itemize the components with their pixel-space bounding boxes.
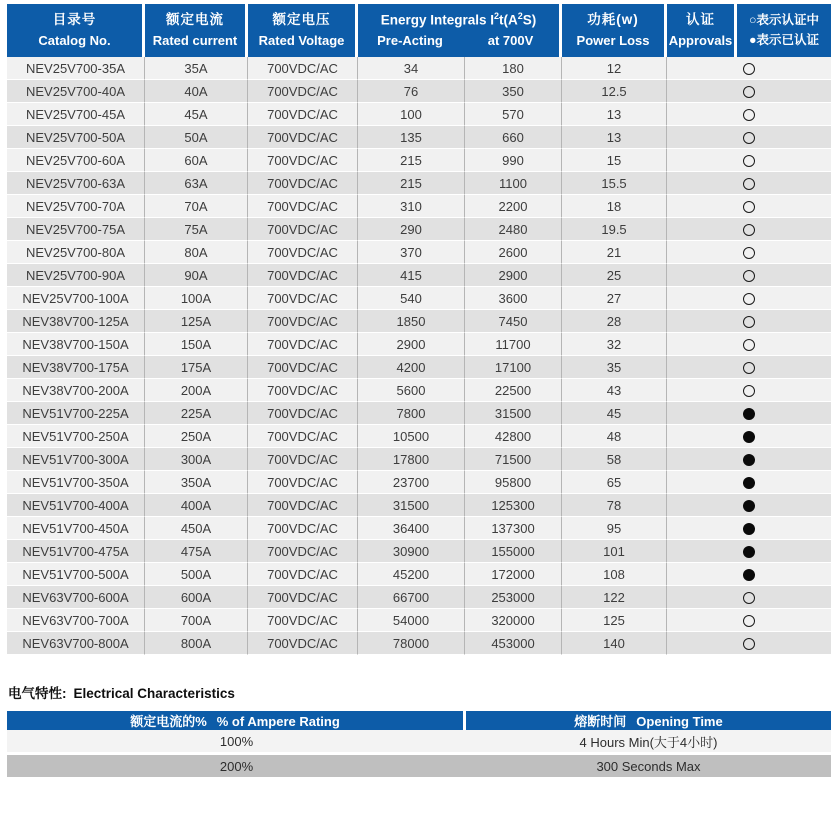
cell-voltage: 700VDC/AC <box>248 609 358 632</box>
cell-current: 450A <box>145 517 248 540</box>
cell-voltage: 700VDC/AC <box>248 563 358 586</box>
cell-approval-status <box>667 471 831 494</box>
table-row <box>7 149 831 172</box>
cell-approval-status <box>667 195 831 218</box>
cell-pre-acting: 78000 <box>358 632 465 655</box>
cell-voltage: 700VDC/AC <box>248 425 358 448</box>
table-row <box>7 563 831 586</box>
cell-voltage: 700VDC/AC <box>248 172 358 195</box>
cell-catalog: NEV38V700-150A <box>7 333 145 356</box>
cell-at-700v: 22500 <box>465 379 562 402</box>
cell-approval-status <box>667 586 831 609</box>
approval-certified-dot-icon <box>743 408 755 420</box>
cell-current: 500A <box>145 563 248 586</box>
cell-pre-acting: 45200 <box>358 563 465 586</box>
cell-voltage: 700VDC/AC <box>248 241 358 264</box>
table-row <box>7 586 831 609</box>
table-row <box>7 356 831 379</box>
cell-catalog: NEV63V700-700A <box>7 609 145 632</box>
cell-at-700v: 660 <box>465 126 562 149</box>
main-table-body <box>7 57 831 655</box>
cell-power-loss: 125 <box>562 609 667 632</box>
elec-title-cn: 电气特性: <box>8 686 67 701</box>
header-row <box>7 4 831 57</box>
cell-voltage: 700VDC/AC <box>248 195 358 218</box>
approval-pending-circle-icon <box>743 592 755 604</box>
voltage-header-cn: 额定电压 <box>272 11 331 27</box>
cell-voltage: 700VDC/AC <box>248 310 358 333</box>
col-header-approvals <box>667 4 737 57</box>
cell-voltage: 700VDC/AC <box>248 80 358 103</box>
cell-pre-acting: 54000 <box>358 609 465 632</box>
approval-pending-circle-icon <box>743 86 755 98</box>
table-row <box>7 241 831 264</box>
cell-approval-status <box>667 540 831 563</box>
subcol-header-at-700v: at 700V <box>487 33 534 49</box>
ampere-rating-header-cn: 额定电流的% <box>130 714 207 729</box>
table-row <box>7 264 831 287</box>
cell-at-700v: 11700 <box>465 333 562 356</box>
col-header-catalog <box>7 4 145 57</box>
cell-power-loss: 45 <box>562 402 667 425</box>
cell-voltage: 700VDC/AC <box>248 494 358 517</box>
cell-power-loss: 15.5 <box>562 172 667 195</box>
cell-pre-acting: 540 <box>358 287 465 310</box>
cell-power-loss: 15 <box>562 149 667 172</box>
cell-approval-status <box>667 80 831 103</box>
cell-approval-status <box>667 57 831 80</box>
table-row <box>7 103 831 126</box>
cell-at-700v: 17100 <box>465 356 562 379</box>
cell-at-700v: 990 <box>465 149 562 172</box>
cell-approval-status <box>667 563 831 586</box>
cell-catalog: NEV25V700-50A <box>7 126 145 149</box>
cell-current: 350A <box>145 471 248 494</box>
cell-current: 200A <box>145 379 248 402</box>
cell-catalog: NEV25V700-100A <box>7 287 145 310</box>
cell-voltage: 700VDC/AC <box>248 264 358 287</box>
cell-at-700v: 42800 <box>465 425 562 448</box>
cell-at-700v: 3600 <box>465 287 562 310</box>
cell-current: 100A <box>145 287 248 310</box>
cell-approval-status <box>667 172 831 195</box>
cell-voltage: 700VDC/AC <box>248 471 358 494</box>
cell-pre-acting: 7800 <box>358 402 465 425</box>
cell-at-700v: 137300 <box>465 517 562 540</box>
cell-current: 300A <box>145 448 248 471</box>
table-row <box>7 379 831 402</box>
approval-pending-circle-icon <box>743 339 755 351</box>
electrical-characteristics-table <box>7 711 831 777</box>
cell-pre-acting: 36400 <box>358 517 465 540</box>
cell-rating: 200% <box>7 755 466 777</box>
cell-current: 125A <box>145 310 248 333</box>
cell-power-loss: 27 <box>562 287 667 310</box>
cell-power-loss: 140 <box>562 632 667 655</box>
cell-power-loss: 48 <box>562 425 667 448</box>
cell-catalog: NEV25V700-70A <box>7 195 145 218</box>
cell-power-loss: 12.5 <box>562 80 667 103</box>
approval-pending-circle-icon <box>743 615 755 627</box>
cell-pre-acting: 100 <box>358 103 465 126</box>
approval-pending-circle-icon <box>743 178 755 190</box>
cell-power-loss: 108 <box>562 563 667 586</box>
cell-catalog: NEV51V700-500A <box>7 563 145 586</box>
approval-certified-dot-icon <box>743 546 755 558</box>
cell-pre-acting: 215 <box>358 149 465 172</box>
cell-current: 475A <box>145 540 248 563</box>
cell-pre-acting: 135 <box>358 126 465 149</box>
cell-pre-acting: 34 <box>358 57 465 80</box>
cell-catalog: NEV25V700-90A <box>7 264 145 287</box>
approval-pending-circle-icon <box>743 270 755 282</box>
cell-catalog: NEV51V700-250A <box>7 425 145 448</box>
col-header-rated-voltage <box>248 4 358 57</box>
approval-pending-circle-icon <box>743 132 755 144</box>
cell-current: 50A <box>145 126 248 149</box>
approval-pending-circle-icon <box>743 155 755 167</box>
table-row <box>7 195 831 218</box>
cell-current: 45A <box>145 103 248 126</box>
approval-pending-circle-icon <box>743 362 755 374</box>
cell-voltage: 700VDC/AC <box>248 632 358 655</box>
cell-at-700v: 31500 <box>465 402 562 425</box>
cell-approval-status <box>667 494 831 517</box>
approval-certified-dot-icon <box>743 431 755 443</box>
cell-catalog: NEV63V700-800A <box>7 632 145 655</box>
cell-catalog: NEV63V700-600A <box>7 586 145 609</box>
cell-pre-acting: 23700 <box>358 471 465 494</box>
cell-voltage: 700VDC/AC <box>248 149 358 172</box>
col-header-approval-legend <box>737 4 831 57</box>
cell-current: 700A <box>145 609 248 632</box>
cell-at-700v: 95800 <box>465 471 562 494</box>
cell-at-700v: 350 <box>465 80 562 103</box>
cell-pre-acting: 415 <box>358 264 465 287</box>
cell-current: 800A <box>145 632 248 655</box>
spec-table <box>7 4 831 655</box>
energy-subheaders <box>358 31 559 51</box>
table-row <box>7 425 831 448</box>
cell-pre-acting: 215 <box>358 172 465 195</box>
power-header-cn: 功耗(w) <box>587 11 639 27</box>
cell-at-700v: 7450 <box>465 310 562 333</box>
cell-voltage: 700VDC/AC <box>248 57 358 80</box>
cell-voltage: 700VDC/AC <box>248 287 358 310</box>
cell-power-loss: 28 <box>562 310 667 333</box>
cell-catalog: NEV25V700-80A <box>7 241 145 264</box>
cell-approval-status <box>667 103 831 126</box>
cell-catalog: NEV25V700-63A <box>7 172 145 195</box>
cell-power-loss: 65 <box>562 471 667 494</box>
cell-at-700v: 253000 <box>465 586 562 609</box>
col-header-opening-time <box>466 711 831 730</box>
cell-power-loss: 12 <box>562 57 667 80</box>
table-row <box>7 172 831 195</box>
cell-approval-status <box>667 609 831 632</box>
opening-time-header-en: Opening Time <box>636 714 723 729</box>
cell-catalog: NEV38V700-175A <box>7 356 145 379</box>
cell-power-loss: 19.5 <box>562 218 667 241</box>
voltage-header-en: Rated Voltage <box>258 32 345 48</box>
cell-current: 35A <box>145 57 248 80</box>
cell-current: 600A <box>145 586 248 609</box>
cell-power-loss: 95 <box>562 517 667 540</box>
cell-at-700v: 2200 <box>465 195 562 218</box>
approval-certified-dot-icon <box>743 454 755 466</box>
cell-approval-status <box>667 287 831 310</box>
cell-current: 400A <box>145 494 248 517</box>
cell-at-700v: 570 <box>465 103 562 126</box>
elec-table-row <box>7 730 831 755</box>
cell-catalog: NEV25V700-40A <box>7 80 145 103</box>
cell-approval-status <box>667 149 831 172</box>
energy-integrals-title: Energy Integrals $I^2t(A^2S)$ <box>380 10 537 28</box>
cell-approval-status <box>667 448 831 471</box>
cell-pre-acting: 2900 <box>358 333 465 356</box>
cell-voltage: 700VDC/AC <box>248 103 358 126</box>
cell-approval-status <box>667 356 831 379</box>
cell-approval-status <box>667 425 831 448</box>
cell-power-loss: 25 <box>562 264 667 287</box>
approval-pending-circle-icon <box>743 109 755 121</box>
cell-approval-status <box>667 218 831 241</box>
approval-pending-circle-icon <box>743 247 755 259</box>
cell-catalog: NEV25V700-75A <box>7 218 145 241</box>
approval-pending-circle-icon <box>743 316 755 328</box>
cell-power-loss: 13 <box>562 103 667 126</box>
cell-power-loss: 122 <box>562 586 667 609</box>
cell-pre-acting: 76 <box>358 80 465 103</box>
legend-certified-label: ●表示已认证 <box>748 32 820 47</box>
cell-voltage: 700VDC/AC <box>248 540 358 563</box>
cell-pre-acting: 17800 <box>358 448 465 471</box>
col-header-ampere-rating <box>7 711 466 730</box>
cell-at-700v: 180 <box>465 57 562 80</box>
cell-power-loss: 78 <box>562 494 667 517</box>
cell-pre-acting: 30900 <box>358 540 465 563</box>
table-row <box>7 632 831 655</box>
col-header-rated-current <box>145 4 248 57</box>
cell-at-700v: 320000 <box>465 609 562 632</box>
cell-pre-acting: 4200 <box>358 356 465 379</box>
table-row <box>7 448 831 471</box>
catalog-header-en: Catalog No. <box>38 32 111 48</box>
cell-power-loss: 32 <box>562 333 667 356</box>
cell-power-loss: 43 <box>562 379 667 402</box>
table-row <box>7 494 831 517</box>
cell-catalog: NEV51V700-475A <box>7 540 145 563</box>
opening-time-header-cn: 熔断时间 <box>574 714 627 729</box>
cell-opening-time: 4 Hours Min(大于4小时) <box>466 730 831 755</box>
spec-table-header <box>7 4 831 57</box>
cell-pre-acting: 10500 <box>358 425 465 448</box>
cell-approval-status <box>667 379 831 402</box>
current-header-cn: 额定电流 <box>166 11 224 27</box>
table-row <box>7 57 831 80</box>
cell-pre-acting: 370 <box>358 241 465 264</box>
cell-voltage: 700VDC/AC <box>248 402 358 425</box>
table-row <box>7 310 831 333</box>
power-header-en: Power Loss <box>576 32 650 48</box>
cell-voltage: 700VDC/AC <box>248 379 358 402</box>
cell-at-700v: 2900 <box>465 264 562 287</box>
cell-current: 75A <box>145 218 248 241</box>
cell-current: 70A <box>145 195 248 218</box>
cell-pre-acting: 1850 <box>358 310 465 333</box>
cell-at-700v: 2480 <box>465 218 562 241</box>
table-row <box>7 287 831 310</box>
cell-approval-status <box>667 241 831 264</box>
cell-power-loss: 35 <box>562 356 667 379</box>
cell-at-700v: 125300 <box>465 494 562 517</box>
cell-current: 60A <box>145 149 248 172</box>
cell-approval-status <box>667 126 831 149</box>
cell-current: 225A <box>145 402 248 425</box>
cell-at-700v: 453000 <box>465 632 562 655</box>
table-row <box>7 218 831 241</box>
table-row <box>7 402 831 425</box>
col-header-energy-integrals <box>358 4 562 57</box>
cell-catalog: NEV51V700-400A <box>7 494 145 517</box>
elec-table-row <box>7 755 831 777</box>
cell-approval-status <box>667 264 831 287</box>
cell-pre-acting: 31500 <box>358 494 465 517</box>
cell-current: 80A <box>145 241 248 264</box>
cell-current: 150A <box>145 333 248 356</box>
cell-rating: 100% <box>7 730 466 755</box>
cell-at-700v: 1100 <box>465 172 562 195</box>
approval-pending-circle-icon <box>743 293 755 305</box>
ampere-rating-header-en: % of Ampere Rating <box>216 714 340 729</box>
approval-pending-circle-icon <box>743 224 755 236</box>
legend-pending-label: ○表示认证中 <box>748 13 820 28</box>
table-row <box>7 609 831 632</box>
cell-approval-status <box>667 632 831 655</box>
table-row <box>7 126 831 149</box>
elec-header-row <box>7 711 831 730</box>
table-row <box>7 517 831 540</box>
cell-catalog: NEV25V700-45A <box>7 103 145 126</box>
approval-pending-circle-icon <box>743 638 755 650</box>
cell-catalog: NEV25V700-35A <box>7 57 145 80</box>
cell-pre-acting: 5600 <box>358 379 465 402</box>
cell-voltage: 700VDC/AC <box>248 586 358 609</box>
cell-power-loss: 13 <box>562 126 667 149</box>
cell-opening-time: 300 Seconds Max <box>466 755 831 777</box>
col-header-power-loss <box>562 4 667 57</box>
cell-current: 90A <box>145 264 248 287</box>
approval-certified-dot-icon <box>743 477 755 489</box>
cell-catalog: NEV51V700-300A <box>7 448 145 471</box>
table-row <box>7 471 831 494</box>
cell-catalog: NEV25V700-60A <box>7 149 145 172</box>
approval-pending-circle-icon <box>743 201 755 213</box>
cell-current: 250A <box>145 425 248 448</box>
cell-pre-acting: 290 <box>358 218 465 241</box>
table-row <box>7 540 831 563</box>
cell-catalog: NEV51V700-450A <box>7 517 145 540</box>
cell-voltage: 700VDC/AC <box>248 356 358 379</box>
cell-power-loss: 18 <box>562 195 667 218</box>
cell-catalog: NEV38V700-125A <box>7 310 145 333</box>
cell-pre-acting: 66700 <box>358 586 465 609</box>
cell-power-loss: 21 <box>562 241 667 264</box>
cell-approval-status <box>667 402 831 425</box>
elec-table-body <box>7 730 831 777</box>
cell-catalog: NEV51V700-350A <box>7 471 145 494</box>
elec-title-en: Electrical Characteristics <box>73 686 235 701</box>
approvals-header-en: Approvals <box>668 32 733 48</box>
cell-current: 175A <box>145 356 248 379</box>
cell-catalog: NEV51V700-225A <box>7 402 145 425</box>
cell-at-700v: 172000 <box>465 563 562 586</box>
approval-certified-dot-icon <box>743 523 755 535</box>
cell-approval-status <box>667 333 831 356</box>
cell-current: 40A <box>145 80 248 103</box>
cell-approval-status <box>667 517 831 540</box>
cell-voltage: 700VDC/AC <box>248 517 358 540</box>
cell-power-loss: 101 <box>562 540 667 563</box>
cell-power-loss: 58 <box>562 448 667 471</box>
cell-voltage: 700VDC/AC <box>248 448 358 471</box>
table-row <box>7 333 831 356</box>
approvals-header-cn: 认证 <box>686 11 716 27</box>
cell-voltage: 700VDC/AC <box>248 218 358 241</box>
cell-at-700v: 2600 <box>465 241 562 264</box>
cell-at-700v: 71500 <box>465 448 562 471</box>
cell-pre-acting: 310 <box>358 195 465 218</box>
cell-approval-status <box>667 310 831 333</box>
approval-pending-circle-icon <box>743 385 755 397</box>
approval-pending-circle-icon <box>743 63 755 75</box>
electrical-characteristics-title <box>8 685 831 702</box>
cell-catalog: NEV38V700-200A <box>7 379 145 402</box>
table-row <box>7 80 831 103</box>
cell-at-700v: 155000 <box>465 540 562 563</box>
approval-certified-dot-icon <box>743 500 755 512</box>
cell-voltage: 700VDC/AC <box>248 126 358 149</box>
elec-table-header <box>7 711 831 730</box>
catalog-header-cn: 目录号 <box>52 11 97 27</box>
subcol-header-pre-acting: Pre-Acting <box>377 33 443 49</box>
approval-certified-dot-icon <box>743 569 755 581</box>
cell-voltage: 700VDC/AC <box>248 333 358 356</box>
cell-current: 63A <box>145 172 248 195</box>
current-header-en: Rated current <box>152 32 238 48</box>
